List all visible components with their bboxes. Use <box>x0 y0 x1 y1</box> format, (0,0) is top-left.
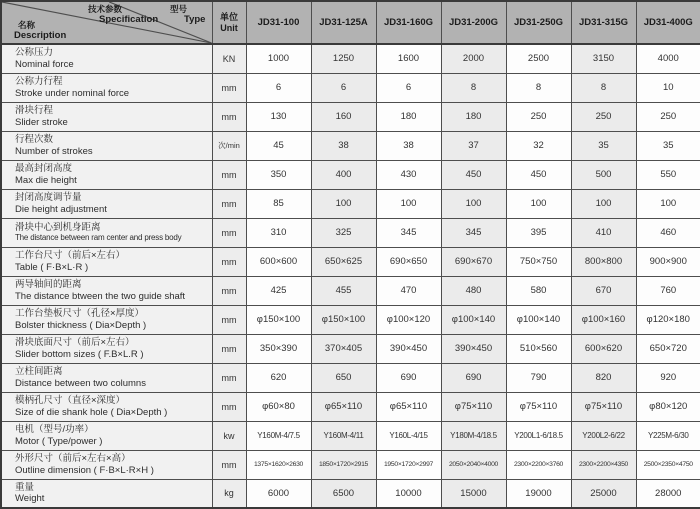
value-cell: 390×450 <box>376 334 441 363</box>
value-cell: 820 <box>571 363 636 392</box>
spec-row <box>1 334 700 363</box>
unit-cell: kw <box>212 421 246 450</box>
unit-cell: mm <box>212 218 246 247</box>
value-cell: 310 <box>246 218 311 247</box>
row-label-cn: 滑块中心到机身距离 <box>15 222 101 233</box>
row-label-en: Weight <box>15 493 45 505</box>
value-cell: 6 <box>246 73 311 102</box>
row-label-cell <box>1 247 212 276</box>
row-label-en: The distance btween the two guide shaft <box>15 290 186 302</box>
value-cell: Y160M-4/11 <box>311 421 376 450</box>
row-label-cell <box>1 189 212 218</box>
value-cell: 10000 <box>376 479 441 508</box>
value-cell: 1950×1720×2997 <box>376 450 441 479</box>
value-cell: 38 <box>376 131 441 160</box>
value-cell: 670 <box>571 276 636 305</box>
row-label-cn: 电机（型号/功率） <box>15 424 94 436</box>
value-cell: 15000 <box>441 479 506 508</box>
row-label-en: Table ( F·B×L·R ) <box>15 261 89 273</box>
unit-cell: mm <box>212 73 246 102</box>
corner-header-cell <box>1 1 212 44</box>
value-cell: 32 <box>506 131 571 160</box>
value-cell: 4000 <box>636 44 700 73</box>
value-cell: 100 <box>376 189 441 218</box>
value-cell: 250 <box>506 102 571 131</box>
value-cell: 450 <box>506 160 571 189</box>
value-cell: 2300×2200×4350 <box>571 450 636 479</box>
value-cell: φ120×180 <box>636 305 700 334</box>
spec-row <box>1 305 700 334</box>
value-cell: 480 <box>441 276 506 305</box>
row-label-cn: 工作台尺寸（前后×左右） <box>15 250 126 262</box>
row-label-en: The distance between ram center and press body <box>15 233 182 243</box>
unit-cell: mm <box>212 363 246 392</box>
row-label-en: Slider stroke <box>15 116 68 128</box>
row-label-cell <box>1 479 212 508</box>
row-label-cn: 滑块行程 <box>15 105 54 117</box>
value-cell: 2300×2200×3760 <box>506 450 571 479</box>
row-label-cell <box>1 392 212 421</box>
unit-cell: mm <box>212 334 246 363</box>
value-cell: Y200L1-6/18.5 <box>506 421 571 450</box>
row-label-en: Number of strokes <box>15 145 93 157</box>
value-cell: φ150×100 <box>311 305 376 334</box>
value-cell: 600×620 <box>571 334 636 363</box>
value-cell: 920 <box>636 363 700 392</box>
value-cell: 38 <box>311 131 376 160</box>
row-label-en: Size of die shank hole ( Dia×Depth ) <box>15 406 168 418</box>
row-label-en: Stroke under nominal force <box>15 87 130 99</box>
unit-cell: mm <box>212 305 246 334</box>
value-cell: 790 <box>506 363 571 392</box>
value-cell: 470 <box>376 276 441 305</box>
spec-row <box>1 247 700 276</box>
row-label-cn: 行程次数 <box>15 134 54 146</box>
row-label-cn: 重量 <box>15 481 35 493</box>
corner-type-label-cn: 型号 <box>170 4 188 14</box>
value-cell: φ80×120 <box>636 392 700 421</box>
value-cell: 425 <box>246 276 311 305</box>
value-cell: 6 <box>376 73 441 102</box>
value-cell: 395 <box>506 218 571 247</box>
value-cell: Y225M-6/30 <box>636 421 700 450</box>
value-cell: Y180M-4/18.5 <box>441 421 506 450</box>
value-cell: 410 <box>571 218 636 247</box>
corner-spec-label-en: Specification <box>99 14 159 25</box>
header-row <box>1 1 700 44</box>
unit-header-en: Unit <box>220 22 238 33</box>
row-label-en: Die height adjustment <box>15 203 107 215</box>
value-cell: 2500×2350×4750 <box>636 450 700 479</box>
value-cell: 8 <box>441 73 506 102</box>
value-cell: 370×405 <box>311 334 376 363</box>
value-cell: 100 <box>441 189 506 218</box>
value-cell: 100 <box>571 189 636 218</box>
value-cell: 1850×1720×2915 <box>311 450 376 479</box>
value-cell: φ100×140 <box>441 305 506 334</box>
spec-row <box>1 363 700 392</box>
value-cell: Y160M-4/7.5 <box>246 421 311 450</box>
value-cell: 600×600 <box>246 247 311 276</box>
model-header-jd31-125a: JD31-125A <box>311 1 376 44</box>
value-cell: φ65×110 <box>376 392 441 421</box>
value-cell: 100 <box>636 189 700 218</box>
value-cell: 580 <box>506 276 571 305</box>
unit-cell: mm <box>212 247 246 276</box>
value-cell: φ100×160 <box>571 305 636 334</box>
spec-row <box>1 421 700 450</box>
value-cell: 1000 <box>246 44 311 73</box>
value-cell: 180 <box>376 102 441 131</box>
spec-row <box>1 450 700 479</box>
value-cell: 650 <box>311 363 376 392</box>
row-label-cn: 两导轴间的距离 <box>15 279 82 291</box>
spec-row <box>1 44 700 73</box>
row-label-cn: 最高封闭高度 <box>15 163 73 175</box>
row-label-cn: 立柱间距离 <box>15 366 63 378</box>
value-cell: 650×625 <box>311 247 376 276</box>
value-cell: 1375×1620×2630 <box>246 450 311 479</box>
value-cell: 28000 <box>636 479 700 508</box>
spec-row <box>1 218 700 247</box>
model-header-jd31-400g: JD31-400G <box>636 1 700 44</box>
value-cell: 19000 <box>506 479 571 508</box>
value-cell: 35 <box>571 131 636 160</box>
row-label-cn: 模柄孔尺寸（直径×深度） <box>15 395 126 407</box>
value-cell: 550 <box>636 160 700 189</box>
value-cell: 3150 <box>571 44 636 73</box>
value-cell: 100 <box>506 189 571 218</box>
spec-row <box>1 276 700 305</box>
value-cell: 2500 <box>506 44 571 73</box>
value-cell: 1600 <box>376 44 441 73</box>
row-label-cell <box>1 131 212 160</box>
unit-cell: mm <box>212 392 246 421</box>
value-cell: 325 <box>311 218 376 247</box>
unit-cell: kg <box>212 479 246 508</box>
unit-header-cn: 单位 <box>219 11 238 22</box>
value-cell: 510×560 <box>506 334 571 363</box>
value-cell: 430 <box>376 160 441 189</box>
row-label-cn: 外形尺寸（前后×左右×高） <box>15 453 131 465</box>
value-cell: φ75×110 <box>571 392 636 421</box>
row-label-cn: 封闭高度调节量 <box>15 192 82 204</box>
value-cell: 1250 <box>311 44 376 73</box>
value-cell: 690 <box>376 363 441 392</box>
row-label-cell <box>1 450 212 479</box>
value-cell: 650×720 <box>636 334 700 363</box>
value-cell: 400 <box>311 160 376 189</box>
row-label-en: Slider bottom sizes ( F.B×L.R ) <box>15 348 144 360</box>
value-cell: 390×450 <box>441 334 506 363</box>
value-cell: Y160L-4/15 <box>376 421 441 450</box>
value-cell: 37 <box>441 131 506 160</box>
value-cell: 2050×2040×4000 <box>441 450 506 479</box>
spec-row <box>1 73 700 102</box>
value-cell: 760 <box>636 276 700 305</box>
corner-name-label-cn: 名称 <box>18 20 36 30</box>
unit-cell: mm <box>212 189 246 218</box>
spec-row <box>1 392 700 421</box>
unit-cell: mm <box>212 450 246 479</box>
row-label-en: Outline dimension ( F·B×L·R×H ) <box>15 464 154 476</box>
row-label-cn: 工作台垫板尺寸（孔径×厚度） <box>15 308 145 320</box>
model-header-jd31-100: JD31-100 <box>246 1 311 44</box>
value-cell: 250 <box>636 102 700 131</box>
corner-name-label-en: Description <box>14 30 67 41</box>
value-cell: 620 <box>246 363 311 392</box>
value-cell: Y200L2-6/22 <box>571 421 636 450</box>
model-header-jd31-160g: JD31-160G <box>376 1 441 44</box>
unit-cell: mm <box>212 160 246 189</box>
value-cell: 8 <box>571 73 636 102</box>
value-cell: 45 <box>246 131 311 160</box>
value-cell: 460 <box>636 218 700 247</box>
value-cell: 690 <box>441 363 506 392</box>
value-cell: 900×900 <box>636 247 700 276</box>
model-header-jd31-200g: JD31-200G <box>441 1 506 44</box>
value-cell: φ60×80 <box>246 392 311 421</box>
value-cell: φ75×110 <box>506 392 571 421</box>
row-label-en: Motor ( Type/power ) <box>15 435 103 447</box>
value-cell: 180 <box>441 102 506 131</box>
value-cell: 350×390 <box>246 334 311 363</box>
value-cell: 10 <box>636 73 700 102</box>
value-cell: 345 <box>441 218 506 247</box>
value-cell: 450 <box>441 160 506 189</box>
value-cell: 35 <box>636 131 700 160</box>
unit-column-header <box>212 1 246 44</box>
value-cell: φ100×120 <box>376 305 441 334</box>
spec-row <box>1 131 700 160</box>
value-cell: 85 <box>246 189 311 218</box>
value-cell: 345 <box>376 218 441 247</box>
row-label-cell <box>1 160 212 189</box>
value-cell: φ100×140 <box>506 305 571 334</box>
value-cell: 690×650 <box>376 247 441 276</box>
value-cell: φ75×110 <box>441 392 506 421</box>
spec-row <box>1 479 700 508</box>
value-cell: 8 <box>506 73 571 102</box>
value-cell: φ150×100 <box>246 305 311 334</box>
unit-cell: 次/min <box>212 131 246 160</box>
value-cell: φ65×110 <box>311 392 376 421</box>
corner-type-label-en: Type <box>184 14 206 25</box>
corner-spec-label-cn: 技术参数 <box>88 4 123 14</box>
model-header-jd31-315g: JD31-315G <box>571 1 636 44</box>
value-cell: 6 <box>311 73 376 102</box>
row-label-cell <box>1 102 212 131</box>
row-label-en: Distance between two columns <box>15 377 146 389</box>
row-label-cell <box>1 73 212 102</box>
row-label-cn: 公称压力 <box>15 47 54 59</box>
spec-row <box>1 102 700 131</box>
row-label-cell <box>1 363 212 392</box>
row-label-en: Nominal force <box>15 58 74 70</box>
value-cell: 2000 <box>441 44 506 73</box>
value-cell: 800×800 <box>571 247 636 276</box>
row-label-cn: 公称力行程 <box>15 76 63 88</box>
value-cell: 6500 <box>311 479 376 508</box>
spec-row <box>1 189 700 218</box>
value-cell: 100 <box>311 189 376 218</box>
value-cell: 130 <box>246 102 311 131</box>
value-cell: 350 <box>246 160 311 189</box>
value-cell: 455 <box>311 276 376 305</box>
row-label-en: Max die height <box>15 174 77 186</box>
unit-cell: KN <box>212 44 246 73</box>
row-label-cn: 滑块底面尺寸（前后×左右） <box>15 337 135 349</box>
value-cell: 500 <box>571 160 636 189</box>
row-label-cell <box>1 276 212 305</box>
row-label-cell <box>1 218 212 247</box>
row-label-cell <box>1 44 212 73</box>
spec-row <box>1 160 700 189</box>
value-cell: 6000 <box>246 479 311 508</box>
model-header-jd31-250g: JD31-250G <box>506 1 571 44</box>
row-label-cell <box>1 334 212 363</box>
value-cell: 25000 <box>571 479 636 508</box>
unit-cell: mm <box>212 102 246 131</box>
row-label-cell <box>1 421 212 450</box>
value-cell: 160 <box>311 102 376 131</box>
row-label-en: Bolster thickness ( Dia×Depth ) <box>15 319 147 331</box>
value-cell: 690×670 <box>441 247 506 276</box>
unit-cell: mm <box>212 276 246 305</box>
row-label-cell <box>1 305 212 334</box>
value-cell: 750×750 <box>506 247 571 276</box>
value-cell: 250 <box>571 102 636 131</box>
